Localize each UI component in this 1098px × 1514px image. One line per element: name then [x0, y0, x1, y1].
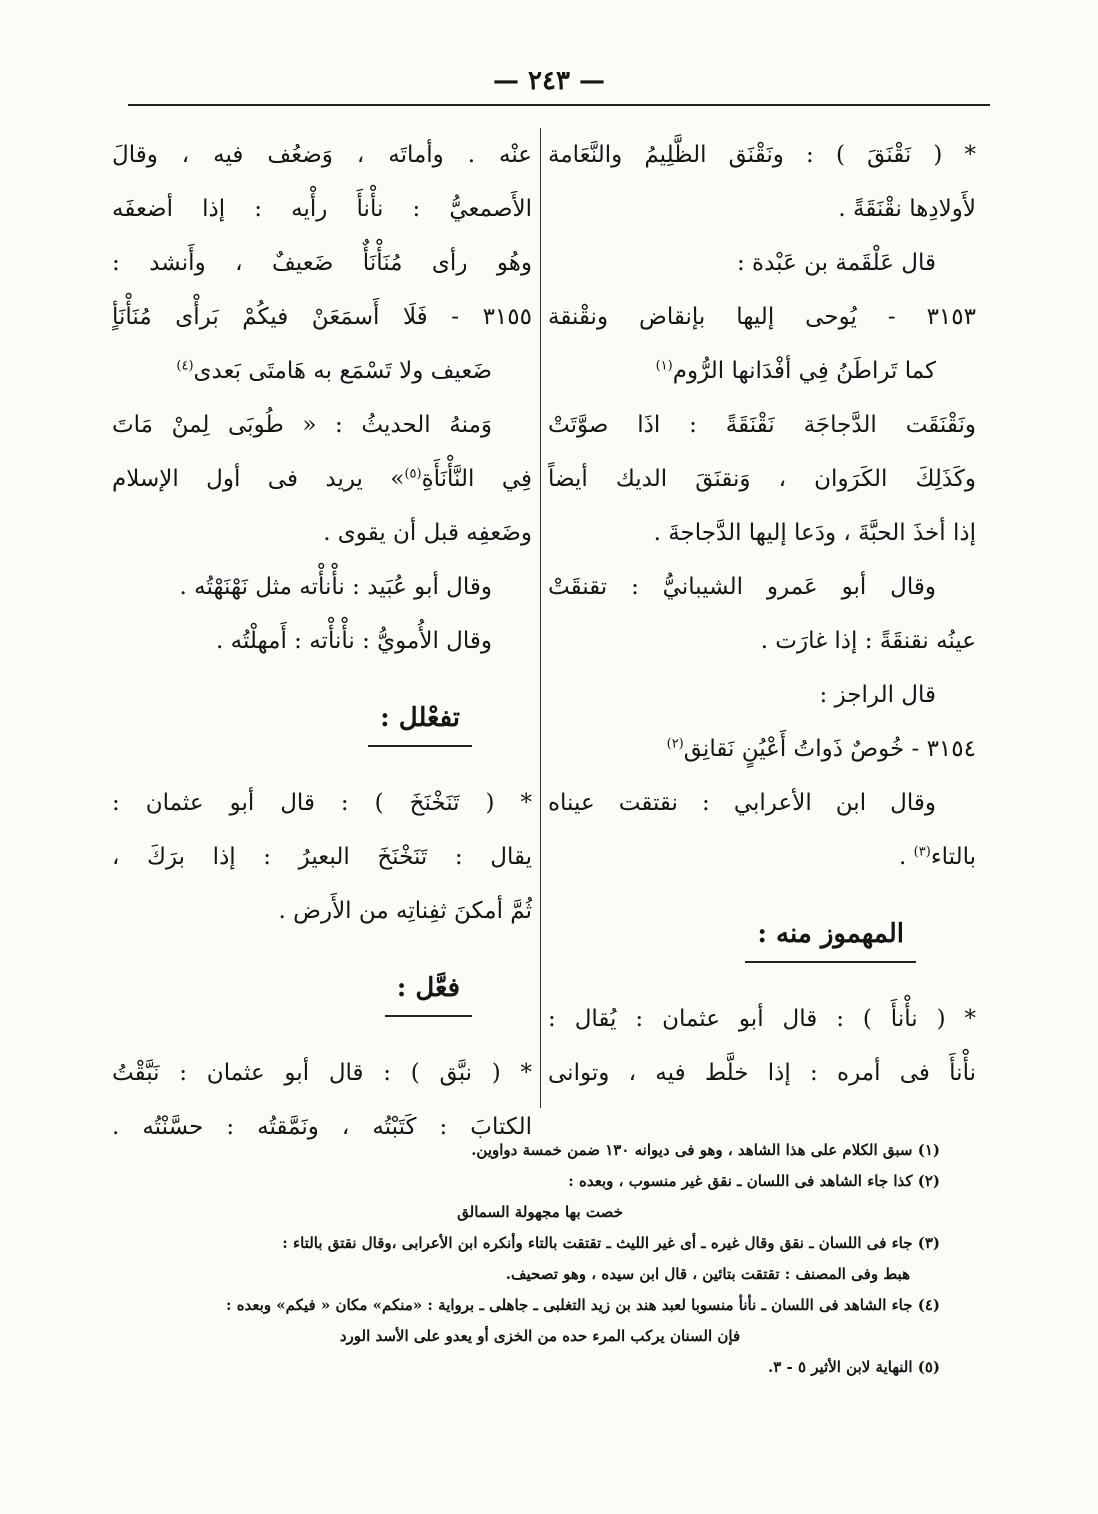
footnote-verse: فإن السنان يركب المرء حده من الخزى أو يعدو على الأسد الورد — [339, 1327, 741, 1345]
verse-text: ضَعيف ولا تَسْمَع به هَامتَى بَعدى — [193, 358, 492, 384]
section-heading — [548, 884, 976, 992]
text-line: * ( نَقْنَقَ ) : ونَقْنَق الظَّلِيمُ والنَّعَامة — [548, 142, 976, 168]
text-line: * ( نبَّق ) : قال أبو عثمان : نَبَّقْتُ — [112, 1060, 532, 1086]
text-line: عنْه . وأماتَه ، وَضعُف فيه ، وقالَ — [112, 142, 532, 168]
text-line: وهُو رأى مُنَأْنَأٌ ضَعيفٌ ، وأَنشد : — [112, 250, 532, 276]
text-fragment: فِي النَّأْنَأَةِ — [421, 466, 532, 492]
text-line: قال عَلْقَمة بن عَبْدة : — [736, 250, 936, 276]
footnote-verse: خصت بها مجهولة السمالق — [457, 1203, 623, 1221]
heading-text: فعَّل : — [385, 971, 472, 1017]
section-heading — [112, 668, 532, 776]
text-line — [548, 830, 976, 884]
footnote-ref: (٥) — [404, 466, 422, 482]
footnote: (٢) كذا جاء الشاهد فى اللسان ـ نقق غير منسوب ، وبعده : — [568, 1172, 940, 1190]
header-rule — [128, 104, 990, 106]
verse-3153-second — [548, 344, 976, 398]
verse-3155-second — [112, 344, 532, 398]
verse-3155-first: ٣١٥٥ - فَلَا أَسمَعَنْ فيكُمْ بَرأْى مُنَأْنَأٍ — [112, 304, 532, 330]
footnote-ref: (٤) — [176, 358, 194, 374]
text-line: وقال أبو عَمرو الشيبانيُّ : تقنقَتْ — [548, 574, 936, 600]
text-line: ونَقْنَقَت الدَّجاجَة نَقْنَقَةً : اذَا صوَّتَتْ — [548, 412, 976, 438]
right-column — [548, 128, 976, 1100]
text-line: يقال : تَنَخْنَخَ البعيرُ : إذا برَكَ ، — [112, 844, 532, 870]
footnote: (٥) النهاية لابن الأثير ٥ - ٣. — [767, 1358, 940, 1376]
heading-text: تفعْلل : — [368, 701, 472, 747]
section-heading — [112, 938, 532, 1046]
text-line: وقال ابن الأعرابي : نقتقت عيناه — [548, 790, 936, 816]
left-column — [112, 128, 532, 1154]
text-line: الأَصمعيُّ : نأْنأَ رأْيه : إذا أضعفَه — [112, 196, 532, 222]
verse-text: كما تَراطَنُ فِي أفْدَانها الرُّوم — [672, 358, 936, 384]
page-number: — ٢٤٣ — — [492, 66, 606, 96]
text-line: وكَذَلِكَ الكَرَوان ، وَنقنَقَ الديك أيضاً — [548, 466, 976, 492]
text-fragment: . — [899, 844, 914, 870]
text-line: وقال الأُمويُّ : نأْنأْته : أَمهلْتُه . — [216, 628, 492, 654]
text-line: نأْنأَ فى أمره : إذا خلَّط فيه ، وتوانى — [548, 1060, 976, 1086]
footnotes — [140, 1135, 940, 1383]
text-line: وَمنهُ الحديثُ : « طُوبَى لِمنْ مَاتَ — [112, 412, 492, 438]
footnote-ref: (١) — [655, 358, 673, 374]
text-line: لأَولادِها نقْنَقَةً . — [838, 196, 976, 222]
verse-text: ٣١٥٤ - خُوصٌ ذَواتُ أَعْيُنٍ نَقانِق — [683, 736, 976, 762]
column-divider — [540, 128, 541, 1108]
text-line: * ( نأْنأَ ) : قال أبو عثمان : يُقال : — [548, 1006, 976, 1032]
text-fragment: بالتاء — [930, 844, 976, 870]
footnote: (١) سبق الكلام على هذا الشاهد ، وهو فى ديوانه ١٣٠ ضمن خمسة دواوين. — [471, 1141, 940, 1159]
text-line: وقال أبو عُبَيد : نأْنأْته مثل نَهْنَهْتُه . — [179, 574, 492, 600]
verse-3153-first: ٣١٥٣ - يُوحى إليها بإنقاض ونقْنقة — [548, 304, 976, 330]
footnote: (٤) جاء الشاهد فى اللسان ـ نأنأ منسوبا لعبد هند بن زيد التغلبى ـ جاهلى ـ برواية : «منكم» مكان « فيكم» وبعده : — [225, 1296, 940, 1314]
footnote-continuation: هبط وفى المصنف : تقتقت بتائين ، قال ابن سيده ، وهو تصحيف. — [505, 1265, 910, 1283]
text-line: الكتابَ : كَتَبْتُه ، ونَمَّقتُه : حسَّنْتُه . — [112, 1114, 532, 1140]
text-line: وضَعفِه قبل أن يقوى . — [323, 520, 532, 546]
text-fragment: » يريد فى أول الإسلام — [112, 466, 405, 492]
text-line: ثُمَّ أمكنَ ثفِناتِه من الأَرض . — [278, 898, 532, 924]
text-line: إذا أخذَ الحبَّةَ ، ودَعا إليها الدَّجاجةَ . — [653, 520, 976, 546]
footnote-ref: (٢) — [666, 736, 684, 752]
heading-text: المهموز منه : — [745, 917, 916, 963]
footnote-ref: (٣) — [913, 844, 931, 860]
text-line: عينُه نقنقَةً : إذا غارَت . — [760, 628, 976, 654]
footnote: (٣) جاء فى اللسان ـ نقق وقال غيره ـ أى غير الليث ـ تقتقت بالتاء وأنكره ابن الأعرابى ،وقال نقتق بالتاء : — [282, 1234, 940, 1252]
text-line — [112, 452, 532, 506]
text-line: قال الراجز : — [819, 682, 936, 708]
verse-3154 — [548, 722, 976, 776]
text-line: * ( تَنَخْنَخَ ) : قال أبو عثمان : — [112, 790, 532, 816]
